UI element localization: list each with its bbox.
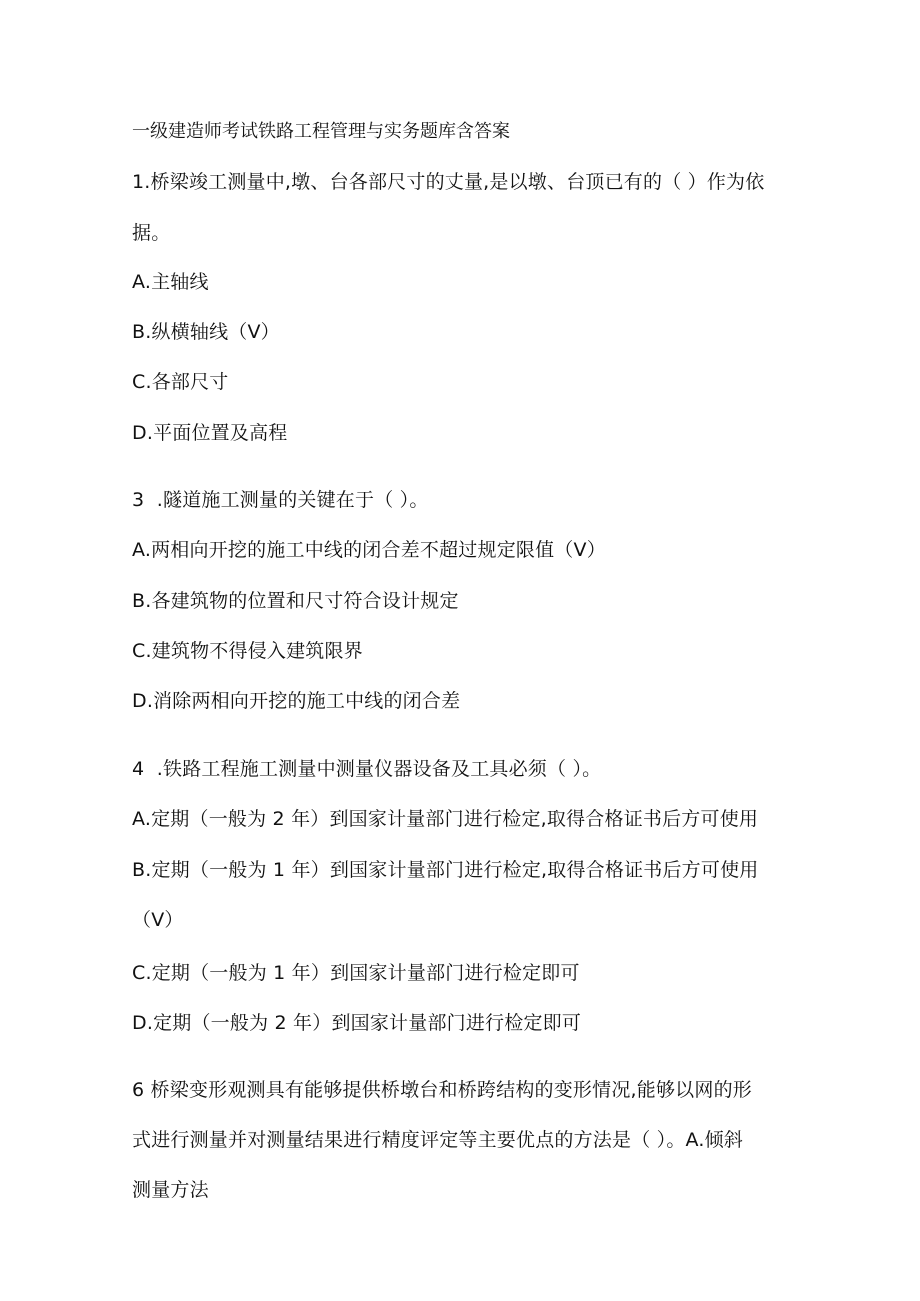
- question-6-stem-line-3: 测量方法: [132, 1179, 209, 1201]
- question-6-stem-line-2: 式进行测量并对测量结果进行精度评定等主要优点的方法是（ ）。A.倾斜: [132, 1129, 744, 1151]
- question-4-option-b: B.定期（一般为 1 年）到国家计量部门进行检定,取得合格证书后方可使用: [132, 859, 759, 881]
- question-4-option-c: C.定期（一般为 1 年）到国家计量部门进行检定即可: [132, 962, 580, 984]
- document-title: 一级建造师考试铁路工程管理与实务题库含答案: [132, 121, 510, 142]
- question-6-stem-line-1: 6 桥梁变形观测具有能够提供桥墩台和桥跨结构的变形情况,能够以网的形: [132, 1079, 752, 1101]
- question-4-option-d: D.定期（一般为 2 年）到国家计量部门进行检定即可: [132, 1012, 582, 1034]
- question-1-option-d: D.平面位置及高程: [132, 422, 288, 444]
- question-1-option-c: C.各部尺寸: [132, 371, 229, 393]
- question-3-option-c: C.建筑物不得侵入建筑限界: [132, 640, 363, 662]
- question-1-stem-line-2: 据。: [132, 222, 171, 244]
- question-4-option-a: A.定期（一般为 2 年）到国家计量部门进行检定,取得合格证书后方可使用: [132, 808, 759, 830]
- question-1-option-a: A.主轴线: [132, 271, 209, 293]
- question-4-stem: 4 .铁路工程施工测量中测量仪器设备及工具必须（ ）。: [132, 758, 602, 780]
- question-3-option-a: A.两相向开挖的施工中线的闭合差不超过规定限值（V）: [132, 539, 606, 561]
- question-4-option-b-continued: （V）: [132, 909, 184, 931]
- question-3-option-b: B.各建筑物的位置和尺寸符合设计规定: [132, 590, 459, 612]
- question-3-option-d: D.消除两相向开挖的施工中线的闭合差: [132, 690, 461, 712]
- question-1-option-b: B.纵横轴线（V）: [132, 321, 280, 343]
- question-3-stem: 3 .隧道施工测量的关键在于（ ）。: [132, 489, 429, 511]
- question-1-stem-line-1: 1.桥梁竣工测量中,墩、台各部尺寸的丈量,是以墩、台顶已有的（ ）作为依: [132, 171, 765, 193]
